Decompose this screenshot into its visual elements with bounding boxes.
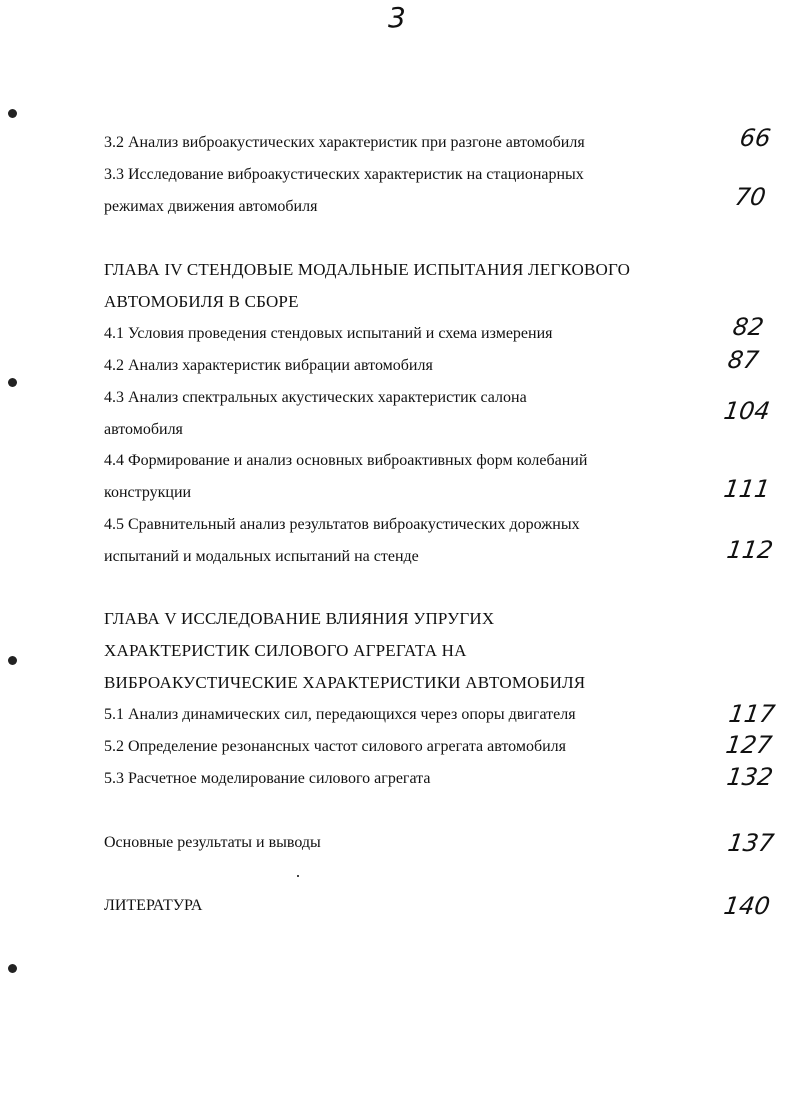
toc-entry-5-3: 5.3 Расчетное моделирование силового агрегата: [104, 770, 431, 787]
toc-entry-literature: ЛИТЕРАТУРА: [104, 897, 203, 914]
toc-entry-4-1: 4.1 Условия проведения стендовых испытаний и схема измерения: [104, 325, 553, 342]
punch-hole-mark: [8, 964, 17, 973]
toc-page-results: 137: [726, 829, 776, 857]
toc-entry-5-1: 5.1 Анализ динамических сил, передающихся через опоры двигателя: [104, 706, 576, 723]
toc-page-4-1: 82: [731, 313, 766, 341]
toc-page-4-3: 104: [722, 397, 772, 425]
toc-entry-5-2: 5.2 Определение резонансных частот силового агрегата автомобиля: [104, 738, 567, 755]
toc-page-4-4: 111: [722, 475, 772, 503]
toc-page-5-3: 132: [725, 763, 775, 791]
punch-hole-mark: [8, 656, 17, 665]
toc-page-5-1: 117: [727, 700, 777, 728]
toc-page-3-2: 66: [738, 124, 773, 152]
chapter-5-title-line3: ВИБРОАКУСТИЧЕСКИЕ ХАРАКТЕРИСТИКИ АВТОМОБИЛЯ: [104, 673, 586, 692]
toc-entry-4-4-line2: конструкции: [104, 484, 192, 501]
chapter-5-title-line2: ХАРАКТЕРИСТИК СИЛОВОГО АГРЕГАТА НА: [104, 641, 467, 660]
chapter-4-title-line2: АВТОМОБИЛЯ В СБОРЕ: [104, 292, 299, 311]
scan-speck: [297, 875, 299, 877]
punch-hole-mark: [8, 378, 17, 387]
chapter-5-title-line1: ГЛАВА V ИССЛЕДОВАНИЕ ВЛИЯНИЯ УПРУГИХ: [104, 609, 495, 628]
toc-page-5-2: 127: [724, 731, 774, 759]
page-number: 3: [388, 1, 406, 34]
toc-page-literature: 140: [722, 892, 772, 920]
toc-entry-4-2: 4.2 Анализ характеристик вибрации автомобиля: [104, 357, 433, 374]
toc-entry-4-4-line1: 4.4 Формирование и анализ основных виброактивных форм колебаний: [104, 452, 588, 469]
toc-page-4-2: 87: [726, 346, 761, 374]
toc-entry-results: Основные результаты и выводы: [104, 834, 321, 851]
toc-entry-4-3-line2: автомобиля: [104, 421, 183, 438]
toc-page-3-3: 70: [733, 183, 768, 211]
punch-hole-mark: [8, 109, 17, 118]
toc-entry-4-3-line1: 4.3 Анализ спектральных акустических характеристик салона: [104, 389, 527, 406]
toc-entry-3-2: 3.2 Анализ виброакустических характеристик при разгоне автомобиля: [104, 134, 585, 151]
toc-entry-3-3-line2: режимах движения автомобиля: [104, 198, 318, 215]
toc-entry-3-3-line1: 3.3 Исследование виброакустических характеристик на стационарных: [104, 166, 584, 183]
toc-page-4-5: 112: [725, 536, 775, 564]
toc-entry-4-5-line1: 4.5 Сравнительный анализ результатов виброакустических дорожных: [104, 516, 580, 533]
chapter-4-title-line1: ГЛАВА IV СТЕНДОВЫЕ МОДАЛЬНЫЕ ИСПЫТАНИЯ ЛЕГКОВОГО: [104, 260, 631, 279]
toc-entry-4-5-line2: испытаний и модальных испытаний на стенде: [104, 548, 419, 565]
